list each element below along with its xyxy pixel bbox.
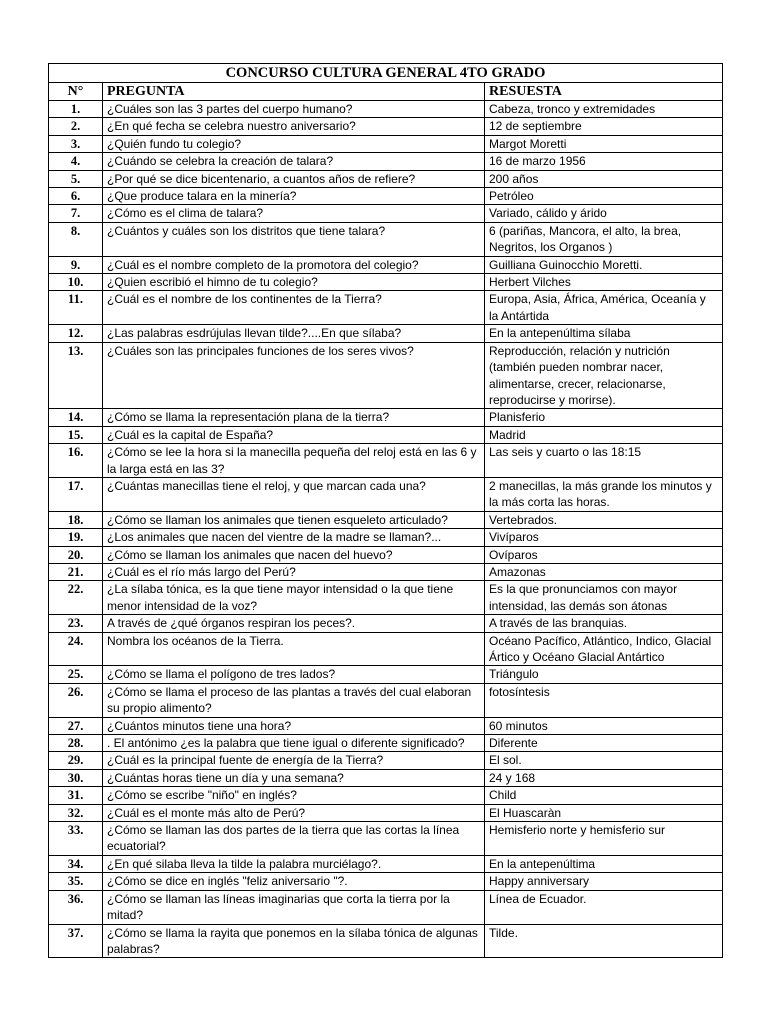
answer-cell: 24 y 168	[485, 769, 723, 786]
question-cell: ¿Que produce talara en la minería?	[103, 188, 485, 205]
table-row	[49, 170, 723, 187]
question-cell: ¿Cómo se escribe "niño" en inglés?	[103, 787, 485, 804]
question-cell: ¿En qué silaba lleva la tilde la palabra murciélago?.	[103, 855, 485, 872]
question-cell: ¿Cómo se lee la hora si la manecilla pequeña del reloj está en las 6 y la larga está en las 3?	[103, 444, 485, 478]
question-cell: ¿Por qué se dice bicentenario, a cuantos años de refiere?	[103, 170, 485, 187]
question-cell: ¿Quien escribió el himno de tu colegio?	[103, 274, 485, 291]
question-cell: ¿Cómo se llama la representación plana de la tierra?	[103, 409, 485, 426]
question-cell: ¿Cuál es el monte más alto de Perú?	[103, 804, 485, 821]
question-cell: ¿Cómo se llama el polígono de tres lados?	[103, 666, 485, 683]
table-row	[49, 787, 723, 804]
question-cell: ¿Los animales que nacen del vientre de la madre se llaman?...	[103, 529, 485, 546]
answer-cell: Hemisferio norte y hemisferio sur	[485, 822, 723, 856]
row-number: 2.	[49, 118, 103, 135]
table-row	[49, 804, 723, 821]
row-number: 13.	[49, 342, 103, 409]
question-cell: ¿La sílaba tónica, es la que tiene mayor intensidad o la que tiene menor intensidad de la voz?	[103, 581, 485, 615]
table-row	[49, 769, 723, 786]
row-number: 17.	[49, 477, 103, 511]
answer-cell: Ovíparos	[485, 546, 723, 563]
answer-cell: Herbert Vilches	[485, 274, 723, 291]
row-number: 6.	[49, 188, 103, 205]
row-number: 32.	[49, 804, 103, 821]
row-number: 10.	[49, 274, 103, 291]
row-number: 3.	[49, 135, 103, 152]
table-row	[49, 752, 723, 769]
row-number: 25.	[49, 666, 103, 683]
row-number: 26.	[49, 683, 103, 717]
answer-cell: Reproducción, relación y nutrición (también pueden nombrar nacer, alimentarse, crecer, relacionarse, reproducirse y morirse).	[485, 342, 723, 409]
table-row	[49, 342, 723, 409]
answer-cell: Las seis y cuarto o las 18:15	[485, 444, 723, 478]
quiz-table	[48, 63, 723, 958]
answer-cell: A través de las branquias.	[485, 615, 723, 632]
answer-cell: 12 de septiembre	[485, 118, 723, 135]
answer-cell: fotosíntesis	[485, 683, 723, 717]
answer-cell: Margot Moretti	[485, 135, 723, 152]
table-row	[49, 873, 723, 890]
question-cell: ¿Las palabras esdrújulas llevan tilde?....En que sílaba?	[103, 325, 485, 342]
question-cell: ¿Cuál es el nombre completo de la promotora del colegio?	[103, 256, 485, 273]
table-row	[49, 717, 723, 734]
table-row	[49, 632, 723, 666]
row-number: 27.	[49, 717, 103, 734]
header-row	[49, 83, 723, 101]
question-cell: ¿Cuál es la principal fuente de energía de la Tierra?	[103, 752, 485, 769]
page-title: CONCURSO CULTURA GENERAL 4TO GRADO	[49, 64, 723, 83]
question-cell: ¿Cuándo se celebra la creación de talara?	[103, 153, 485, 170]
answer-cell: 60 minutos	[485, 717, 723, 734]
question-cell: ¿Cuál es el nombre de los continentes de la Tierra?	[103, 291, 485, 325]
table-row	[49, 188, 723, 205]
row-number: 8.	[49, 222, 103, 256]
question-cell: ¿Cuáles son las principales funciones de los seres vivos?	[103, 342, 485, 409]
table-row	[49, 735, 723, 752]
answer-cell: 16 de marzo 1956	[485, 153, 723, 170]
row-number: 15.	[49, 426, 103, 443]
title-row	[49, 64, 723, 83]
answer-cell: El sol.	[485, 752, 723, 769]
question-cell: ¿Cómo se llaman las dos partes de la tierra que las cortas la línea ecuatorial?	[103, 822, 485, 856]
question-cell: ¿Quién fundo tu colegio?	[103, 135, 485, 152]
row-number: 31.	[49, 787, 103, 804]
row-number: 36.	[49, 890, 103, 924]
answer-cell: Europa, Asia, África, América, Oceanía y la Antártida	[485, 291, 723, 325]
table-row	[49, 325, 723, 342]
answer-cell: 2 manecillas, la más grande los minutos y la más corta las horas.	[485, 477, 723, 511]
question-cell: ¿Cómo se dice en inglés "feliz aniversario "?.	[103, 873, 485, 890]
question-cell: ¿Cómo se llaman los animales que nacen del huevo?	[103, 546, 485, 563]
answer-cell: Amazonas	[485, 563, 723, 580]
question-cell: ¿En qué fecha se celebra nuestro aniversario?	[103, 118, 485, 135]
answer-cell: Planisferio	[485, 409, 723, 426]
table-row	[49, 615, 723, 632]
row-number: 20.	[49, 546, 103, 563]
table-row	[49, 426, 723, 443]
row-number: 9.	[49, 256, 103, 273]
question-cell: ¿Cuántos y cuáles son los distritos que tiene talara?	[103, 222, 485, 256]
row-number: 33.	[49, 822, 103, 856]
row-number: 1.	[49, 101, 103, 118]
question-cell: A través de ¿qué órganos respiran los peces?.	[103, 615, 485, 632]
question-cell: ¿Cuántos minutos tiene una hora?	[103, 717, 485, 734]
table-row	[49, 274, 723, 291]
table-row	[49, 529, 723, 546]
answer-cell: Vivíparos	[485, 529, 723, 546]
table-row	[49, 855, 723, 872]
answer-cell: Es la que pronunciamos con mayor intensidad, las demás son átonas	[485, 581, 723, 615]
answer-cell: Vertebrados.	[485, 511, 723, 528]
question-cell: ¿Cuántas horas tiene un día y una semana?	[103, 769, 485, 786]
table-row	[49, 546, 723, 563]
row-number: 4.	[49, 153, 103, 170]
table-row	[49, 118, 723, 135]
row-number: 14.	[49, 409, 103, 426]
answer-cell: Línea de Ecuador.	[485, 890, 723, 924]
table-row	[49, 563, 723, 580]
row-number: 22.	[49, 581, 103, 615]
row-number: 29.	[49, 752, 103, 769]
question-cell: ¿Cómo se llama la rayita que ponemos en la sílaba tónica de algunas palabras?	[103, 924, 485, 958]
table-row	[49, 444, 723, 478]
table-row	[49, 666, 723, 683]
question-cell: ¿Cómo se llama el proceso de las plantas a través del cual elaboran su propio alimento?	[103, 683, 485, 717]
answer-cell: En la antepenúltima sílaba	[485, 325, 723, 342]
answer-cell: En la antepenúltima	[485, 855, 723, 872]
table-row	[49, 256, 723, 273]
answer-cell: Madrid	[485, 426, 723, 443]
table-row	[49, 477, 723, 511]
table-row	[49, 205, 723, 222]
table-row	[49, 222, 723, 256]
table-row	[49, 291, 723, 325]
question-cell: ¿Cómo se llaman los animales que tienen esqueleto articulado?	[103, 511, 485, 528]
question-cell: ¿Cómo se llaman las líneas imaginarias que corta la tierra por la mitad?	[103, 890, 485, 924]
header-question: PREGUNTA	[103, 83, 485, 101]
question-cell: ¿Cómo es el clima de talara?	[103, 205, 485, 222]
answer-cell: Child	[485, 787, 723, 804]
table-row	[49, 135, 723, 152]
answer-cell: Triángulo	[485, 666, 723, 683]
table-row	[49, 409, 723, 426]
row-number: 16.	[49, 444, 103, 478]
row-number: 12.	[49, 325, 103, 342]
question-cell: ¿Cuál es la capital de España?	[103, 426, 485, 443]
row-number: 7.	[49, 205, 103, 222]
answer-cell: Diferente	[485, 735, 723, 752]
table-row	[49, 511, 723, 528]
answer-cell: Guilliana Guinocchio Moretti.	[485, 256, 723, 273]
table-row	[49, 890, 723, 924]
table-row	[49, 683, 723, 717]
row-number: 30.	[49, 769, 103, 786]
row-number: 28.	[49, 735, 103, 752]
answer-cell: 6 (pariñas, Mancora, el alto, la brea, Negritos, los Organos )	[485, 222, 723, 256]
answer-cell: Cabeza, tronco y extremidades	[485, 101, 723, 118]
header-number: N°	[49, 83, 103, 101]
question-cell: Nombra los océanos de la Tierra.	[103, 632, 485, 666]
header-answer: RESUESTA	[485, 83, 723, 101]
row-number: 11.	[49, 291, 103, 325]
row-number: 23.	[49, 615, 103, 632]
answer-cell: El Huascaràn	[485, 804, 723, 821]
row-number: 19.	[49, 529, 103, 546]
row-number: 21.	[49, 563, 103, 580]
row-number: 37.	[49, 924, 103, 958]
table-row	[49, 153, 723, 170]
question-cell: ¿Cuáles son las 3 partes del cuerpo humano?	[103, 101, 485, 118]
table-row	[49, 924, 723, 958]
answer-cell: Petróleo	[485, 188, 723, 205]
answer-cell: Happy anniversary	[485, 873, 723, 890]
question-cell: ¿Cuántas manecillas tiene el reloj, y que marcan cada una?	[103, 477, 485, 511]
table-row	[49, 822, 723, 856]
row-number: 18.	[49, 511, 103, 528]
answer-cell: Variado, cálido y árido	[485, 205, 723, 222]
row-number: 5.	[49, 170, 103, 187]
row-number: 35.	[49, 873, 103, 890]
answer-cell: Tilde.	[485, 924, 723, 958]
table-row	[49, 581, 723, 615]
row-number: 24.	[49, 632, 103, 666]
question-cell: . El antónimo ¿es la palabra que tiene igual o diferente significado?	[103, 735, 485, 752]
answer-cell: Océano Pacífico, Atlántico, Indico, Glacial Ártico y Océano Glacial Antártico	[485, 632, 723, 666]
answer-cell: 200 años	[485, 170, 723, 187]
row-number: 34.	[49, 855, 103, 872]
table-row	[49, 101, 723, 118]
question-cell: ¿Cuál es el río más largo del Perú?	[103, 563, 485, 580]
